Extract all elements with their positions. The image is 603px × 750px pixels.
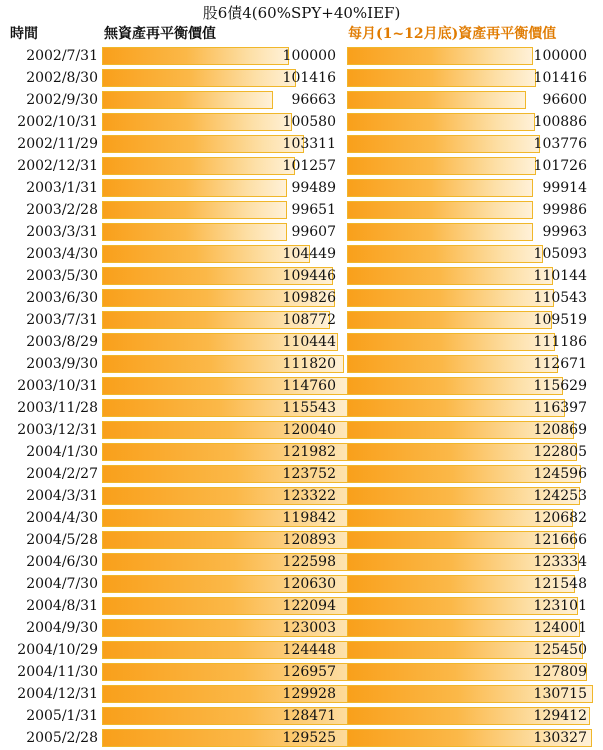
date-label: 2002/12/31 <box>17 158 98 174</box>
series-b-value: 129412 <box>533 708 587 724</box>
series-b-value: 100886 <box>533 114 587 130</box>
date-label: 2004/6/30 <box>26 554 98 570</box>
series-b-bar <box>347 47 533 65</box>
series-a-value: 120630 <box>282 576 336 592</box>
series-a-value: 115543 <box>282 400 336 416</box>
series-b-value: 96600 <box>542 92 587 108</box>
series-b-value: 99963 <box>542 224 587 240</box>
date-label: 2002/8/30 <box>26 70 98 86</box>
date-label: 2003/12/31 <box>17 422 98 438</box>
series-a-value: 122598 <box>282 554 336 570</box>
table-row <box>0 463 603 485</box>
series-a-bar <box>102 179 287 197</box>
series-a-bar <box>102 47 289 65</box>
date-label: 2002/7/31 <box>26 48 98 64</box>
series-a-value: 108772 <box>282 312 336 328</box>
series-b-value: 110543 <box>533 290 587 306</box>
table-row <box>0 133 603 155</box>
series-a-value: 122094 <box>282 598 336 614</box>
series-b-value: 120869 <box>533 422 587 438</box>
series-b-bar <box>347 91 526 109</box>
series-a-value: 129928 <box>282 686 336 702</box>
table-row <box>0 595 603 617</box>
table-row <box>0 353 603 375</box>
series-a-bar <box>102 421 383 439</box>
series-a-bar <box>102 223 287 241</box>
table-row <box>0 683 603 705</box>
series-b-value: 120682 <box>533 510 587 526</box>
series-b-value: 124001 <box>533 620 587 636</box>
bar-rows <box>0 45 603 749</box>
table-row <box>0 111 603 133</box>
table-row <box>0 309 603 331</box>
series-b-bar <box>347 223 533 241</box>
series-a-bar <box>102 113 292 131</box>
series-a-value: 128471 <box>282 708 336 724</box>
series-a-value: 119842 <box>282 510 336 526</box>
date-label: 2003/3/31 <box>26 224 98 240</box>
series-b-value: 127809 <box>533 664 587 680</box>
date-label: 2003/1/31 <box>26 180 98 196</box>
table-row <box>0 485 603 507</box>
date-label: 2003/7/31 <box>26 312 98 328</box>
table-row <box>0 199 603 221</box>
series-b-bar <box>347 113 535 131</box>
table-row <box>0 639 603 661</box>
series-b-value: 124253 <box>533 488 587 504</box>
series-b-bar <box>347 245 543 263</box>
date-label: 2003/9/30 <box>26 356 98 372</box>
series-a-value: 100000 <box>282 48 336 64</box>
series-a-value: 111820 <box>282 356 336 372</box>
series-a-value: 104449 <box>282 246 336 262</box>
series-b-value: 105093 <box>533 246 587 262</box>
series-a-value: 100580 <box>282 114 336 130</box>
series-a-bar <box>102 509 382 527</box>
table-row <box>0 243 603 265</box>
series-a-value: 96663 <box>291 92 336 108</box>
table-row <box>0 45 603 67</box>
series-b-bar <box>347 135 540 153</box>
date-label: 2003/11/28 <box>17 400 98 416</box>
series-b-value: 121548 <box>533 576 587 592</box>
series-a-value: 103311 <box>282 136 336 152</box>
series-a-value: 109446 <box>282 268 336 284</box>
series-a-value: 99489 <box>291 180 336 196</box>
table-row <box>0 287 603 309</box>
date-label: 2004/10/29 <box>17 642 98 658</box>
series-b-bar <box>347 179 533 197</box>
date-label: 2002/9/30 <box>26 92 98 108</box>
series-a-value: 101257 <box>282 158 336 174</box>
date-label: 2003/10/31 <box>17 378 98 394</box>
table-row <box>0 67 603 89</box>
series-b-value: 110144 <box>533 268 587 284</box>
series-b-value: 130327 <box>533 730 587 746</box>
series-a-value: 123003 <box>282 620 336 636</box>
date-label: 2003/5/30 <box>26 268 98 284</box>
date-label: 2004/2/27 <box>26 466 98 482</box>
series-b-value: 101726 <box>533 158 587 174</box>
series-b-value: 109519 <box>533 312 587 328</box>
table-row <box>0 89 603 111</box>
series-b-bar <box>347 157 536 175</box>
series-a-header: 無資產再平衡價值 <box>104 26 216 42</box>
series-b-value: 123101 <box>533 598 587 614</box>
series-a-value: 123322 <box>282 488 336 504</box>
series-b-value: 101416 <box>533 70 587 86</box>
date-label: 2004/5/28 <box>26 532 98 548</box>
series-a-value: 121982 <box>282 444 336 460</box>
table-row <box>0 397 603 419</box>
series-b-value: 103776 <box>533 136 587 152</box>
series-b-value: 130715 <box>533 686 587 702</box>
series-b-value: 112671 <box>533 356 587 372</box>
date-label: 2004/9/30 <box>26 620 98 636</box>
series-a-value: 120040 <box>282 422 336 438</box>
table-row <box>0 441 603 463</box>
table-row <box>0 705 603 727</box>
table-row <box>0 265 603 287</box>
series-a-bar <box>102 201 287 219</box>
date-column-header: 時間 <box>10 26 38 42</box>
series-a-value: 129525 <box>282 730 336 746</box>
table-row <box>0 419 603 441</box>
series-b-value: 125450 <box>533 642 587 658</box>
series-b-value: 99914 <box>542 180 587 196</box>
series-b-value: 123334 <box>533 554 587 570</box>
chart-title: 股6債4(60%SPY+40%IEF) <box>202 4 401 22</box>
series-a-value: 123752 <box>282 466 336 482</box>
table-row <box>0 331 603 353</box>
series-a-bar <box>102 531 387 549</box>
table-row <box>0 177 603 199</box>
date-label: 2004/12/31 <box>17 686 98 702</box>
table-row <box>0 573 603 595</box>
date-label: 2002/10/31 <box>17 114 98 130</box>
series-b-value: 116397 <box>533 400 587 416</box>
table-row <box>0 529 603 551</box>
date-label: 2005/1/31 <box>26 708 98 724</box>
series-a-value: 101416 <box>282 70 336 86</box>
series-b-bar <box>347 69 536 87</box>
series-a-value: 99607 <box>291 224 336 240</box>
series-b-value: 115629 <box>533 378 587 394</box>
date-label: 2003/4/30 <box>26 246 98 262</box>
series-a-value: 114760 <box>282 378 336 394</box>
date-label: 2002/11/29 <box>17 136 98 152</box>
series-b-value: 111186 <box>533 334 587 350</box>
date-label: 2004/8/31 <box>26 598 98 614</box>
series-b-bar <box>347 201 533 219</box>
date-label: 2004/4/30 <box>26 510 98 526</box>
table-row <box>0 551 603 573</box>
series-a-value: 124448 <box>282 642 336 658</box>
series-a-value: 110444 <box>282 334 336 350</box>
series-b-header: 每月(1~12月底)資產再平衡價值 <box>348 26 557 42</box>
date-label: 2004/3/31 <box>26 488 98 504</box>
series-a-bar <box>102 91 273 109</box>
table-row <box>0 375 603 397</box>
series-a-value: 109826 <box>282 290 336 306</box>
date-label: 2003/2/28 <box>26 202 98 218</box>
date-label: 2003/6/30 <box>26 290 98 306</box>
table-row <box>0 727 603 749</box>
series-a-bar <box>102 575 385 593</box>
date-label: 2004/7/30 <box>26 576 98 592</box>
date-label: 2004/1/30 <box>26 444 98 460</box>
series-b-value: 122805 <box>533 444 587 460</box>
date-label: 2005/2/28 <box>26 730 98 746</box>
table-row <box>0 507 603 529</box>
series-a-value: 99651 <box>291 202 336 218</box>
series-a-value: 120893 <box>282 532 336 548</box>
series-b-value: 100000 <box>533 48 587 64</box>
table-row <box>0 221 603 243</box>
date-label: 2004/11/30 <box>17 664 98 680</box>
table-row <box>0 155 603 177</box>
table-row <box>0 617 603 639</box>
date-label: 2003/8/29 <box>26 334 98 350</box>
series-b-value: 124596 <box>533 466 587 482</box>
table-row <box>0 661 603 683</box>
series-a-value: 126957 <box>282 664 336 680</box>
series-b-value: 121666 <box>533 532 587 548</box>
series-b-value: 99986 <box>542 202 587 218</box>
